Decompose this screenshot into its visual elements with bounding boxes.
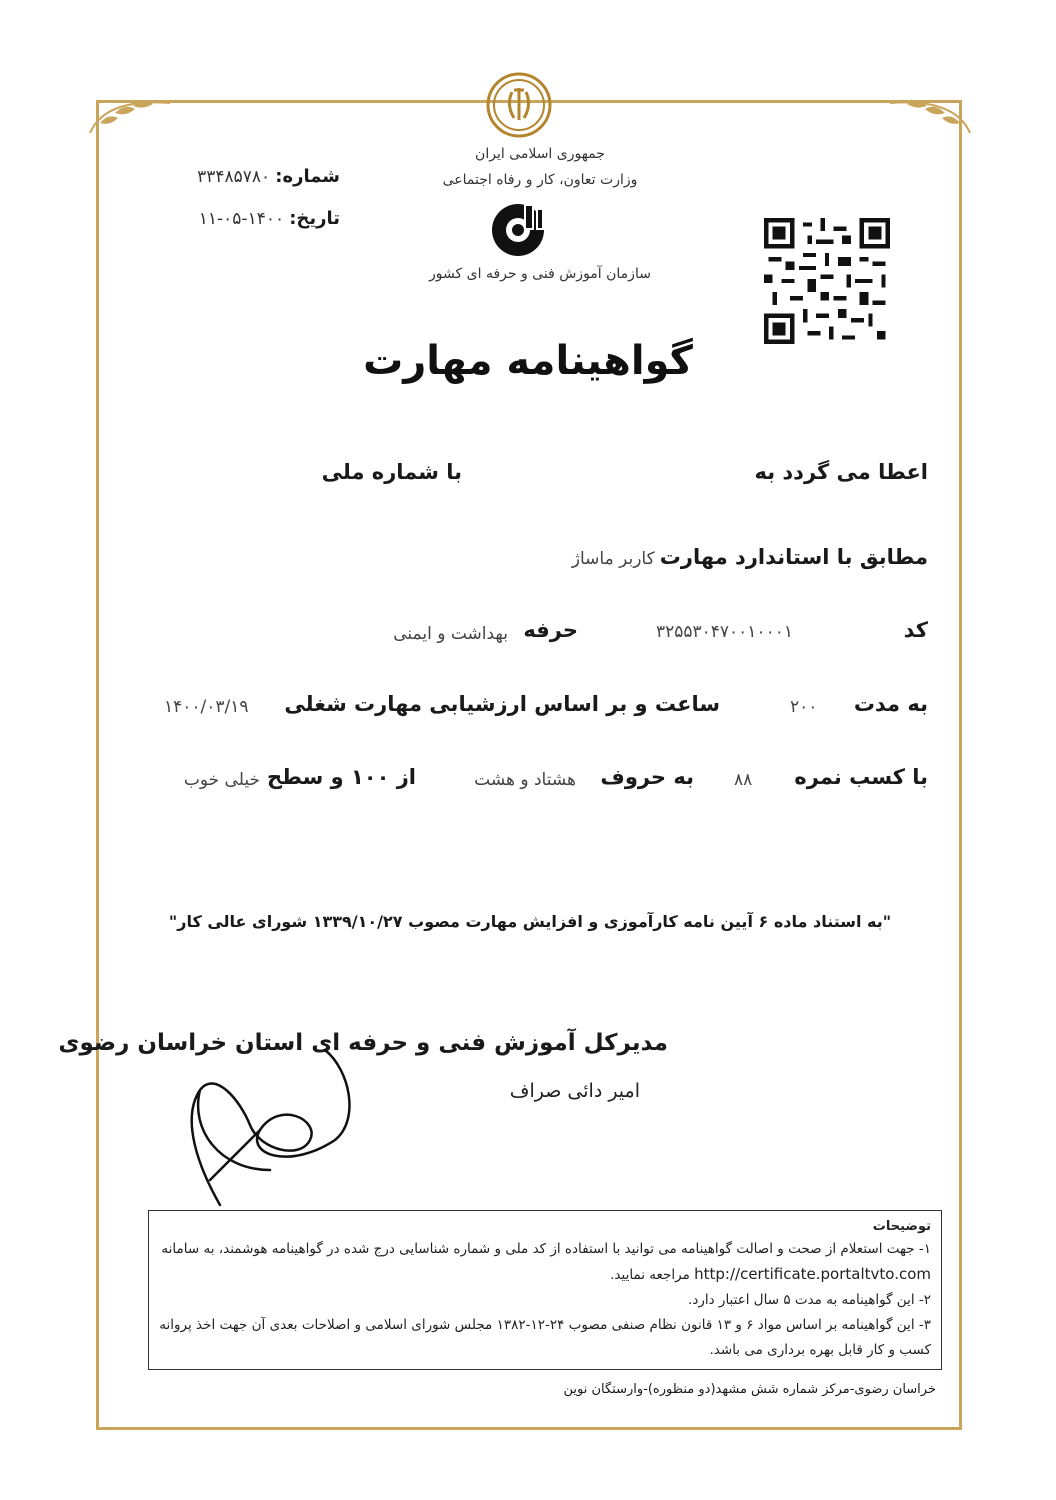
note-1 xyxy=(159,1237,931,1288)
date-value: ۱۴۰۰-۰۵-۱۱ xyxy=(198,209,285,229)
legal-basis-quote: "به استناد ماده ۶ آیین نامه کارآموزی و افزایش مهارت مصوب ۱۳۳۹/۱۰/۲۷ شورای عالی کار" xyxy=(168,912,892,931)
granted-label: اعطا می گردد به xyxy=(754,460,928,484)
notes-heading: توضیحات xyxy=(872,1219,931,1234)
certificate-date xyxy=(150,208,340,229)
certificate-title: گواهینامه مهارت xyxy=(363,338,693,384)
notes-box xyxy=(148,1210,942,1370)
duration-value: ۲۰۰ xyxy=(790,697,818,717)
basis-label: ساعت و بر اساس ارزشیابی مهارت شغلی xyxy=(284,692,720,716)
iran-emblem-icon xyxy=(486,72,552,138)
date-label: تاریخ: xyxy=(289,208,340,229)
profession-label: حرفه xyxy=(523,618,578,642)
evaluation-date: ۱۴۰۰/۰۳/۱۹ xyxy=(164,697,249,717)
header-ministry: وزارت تعاون، کار و رفاه اجتماعی xyxy=(442,172,638,188)
duration-label: به مدت xyxy=(853,692,928,716)
director-name: امیر دائی صراف xyxy=(509,1080,640,1102)
signature-scribble xyxy=(160,1030,390,1220)
certificate-number xyxy=(160,166,340,187)
note-2: ۲- این گواهینامه به مدت ۵ سال اعتبار دارد. xyxy=(688,1292,931,1308)
score-label: با کسب نمره xyxy=(794,765,928,789)
note-1-text: ۱- جهت استعلام از صحت و اصالت گواهینامه می توانید با استفاده از کد ملی و شماره شناسایی درج شده در گواهینامه هوشمند، به سامانه xyxy=(161,1241,931,1257)
score-value: ۸۸ xyxy=(734,770,753,790)
header-country: جمهوری اسلامی ایران xyxy=(475,146,605,162)
code-label: کد xyxy=(903,618,928,642)
standard-row xyxy=(572,545,928,569)
issuing-center-address: خراسان رضوی-مرکز شماره شش مشهد(دو منظوره)-وارستگان نوین xyxy=(563,1382,936,1397)
national-id-label: با شماره ملی xyxy=(321,460,462,484)
note-3: ۳- این گواهینامه بر اساس مواد ۶ و ۱۳ قانون نظام صنفی مصوب ۲۴-۱۲-۱۳۸۲ مجلس شورای اسلامی و اصلاحات بعدی آن جهت اخذ پروانه کسب و کار قابل بهره برداری می باشد. xyxy=(159,1317,931,1358)
words-value: هشتاد و هشت xyxy=(474,770,576,790)
standard-label: مطابق با استاندارد مهارت xyxy=(659,545,928,569)
profession-value: بهداشت و ایمنی xyxy=(393,624,508,644)
standard-value: کاربر ماساژ xyxy=(571,549,655,569)
ornament-corner-left xyxy=(85,88,175,138)
code-value: ۳۲۵۵۳۰۴۷۰۰۱۰۰۰۱ xyxy=(656,622,793,642)
number-value: ۳۳۴۸۵۷۸۰ xyxy=(197,167,271,187)
number-label: شماره: xyxy=(275,166,340,187)
level-label: از ۱۰۰ و سطح xyxy=(267,765,416,789)
tvto-logo-icon xyxy=(488,200,552,258)
words-label: به حروف xyxy=(600,765,694,789)
qr-code[interactable] xyxy=(764,218,890,344)
note-1-suffix: مراجعه نمایید. xyxy=(610,1267,690,1283)
ornament-corner-right xyxy=(885,88,975,138)
level-value: خیلی خوب xyxy=(183,770,260,790)
director-title: مدیرکل آموزش فنی و حرفه ای استان خراسان رضوی xyxy=(58,1030,668,1056)
verification-link[interactable]: http://certificate.portaltvto.com xyxy=(694,1265,931,1283)
header-organization: سازمان آموزش فنی و حرفه ای کشور xyxy=(429,266,651,282)
